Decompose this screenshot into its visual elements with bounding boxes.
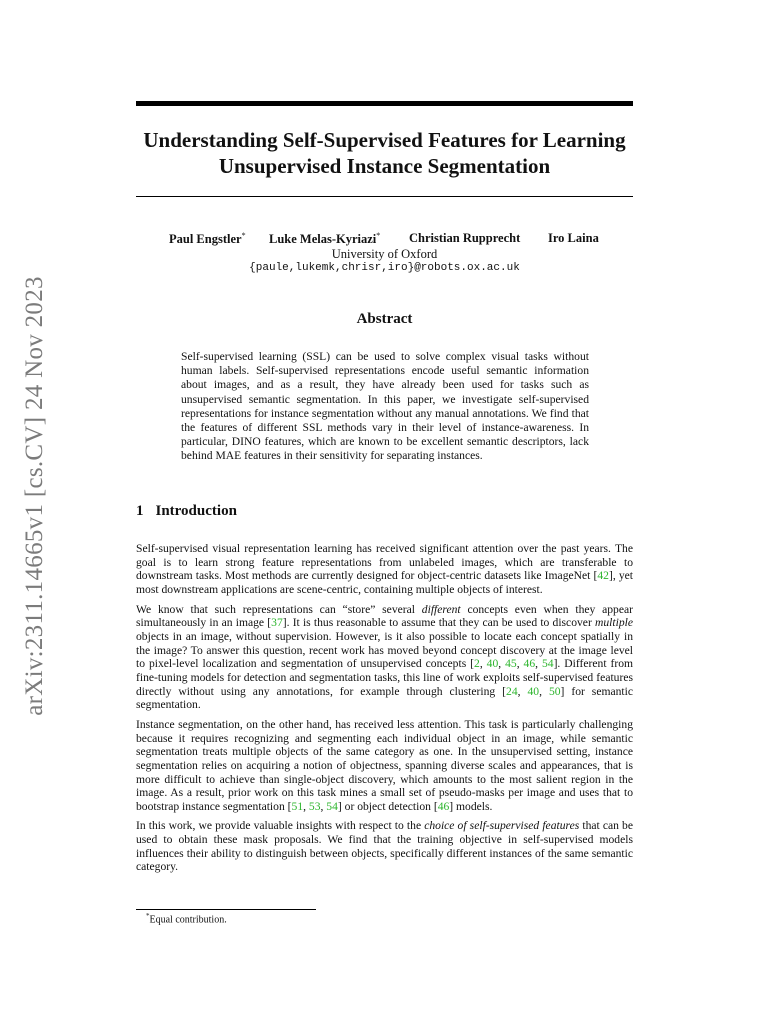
author-name: Luke Melas-Kyriazi <box>269 232 377 247</box>
footnote <box>146 912 227 925</box>
introduction-body <box>136 542 633 880</box>
arxiv-identifier <box>13 266 57 726</box>
citation-link[interactable]: 2 <box>474 657 480 671</box>
text-run: objects in an image, without supervision. However, is it also possible to locate each concept spatially in the image? To answer this question, recent work has moved beyond concept discovery at the image level to pixel-level localization and segmentation of unsupervised concepts [ <box>136 629 633 671</box>
author-2 <box>269 231 380 247</box>
text-run: ], yet most downstream applications are scene-centric, containing multiple objects of interest. <box>136 569 633 596</box>
equal-contribution-mark: * <box>376 231 381 240</box>
paragraph-1 <box>136 542 633 597</box>
arxiv-identifier-text: arXiv:2311.14665v1 [cs.CV] 24 Nov 2023 <box>21 276 48 716</box>
citation-link[interactable]: 54 <box>326 799 338 813</box>
paragraph-3: Instance segmentation, on the other hand, has received less attention. This task is particularly challenging because it requires recognizing and segmenting each individual object in an image, while semantic segmentation treats multiple objects of the same category as one. In the unsupervised setting, instance segmentation relies on acquiring a notion of objectness, spanning diverse scales and appearances, that is more difficult to achieve than single-object discovery, which amounts to the most salient region in the image. As a result, prior work on this task mines a small set of pseudo-masks per image and uses that to bootstrap instance segmentation [51, 53, 54] or object detection [46] models. <box>136 717 633 813</box>
section-title: Introduction <box>155 503 237 519</box>
citation-link[interactable]: 24 <box>506 684 518 698</box>
citation-link[interactable]: 50 <box>548 684 561 698</box>
abstract-text: Self-supervised learning (SSL) can be used to solve complex visual tasks without human labels. Self-supervised representations encode useful semantic information about images, and as a result, they have already been used for tasks such as unsupervised semantic segmentation. In this paper, we investigate self-supervised representations for instance segmentation without any manual annotations. We find that the features of different SSL methods vary in their level of instance-awareness. In particular, DINO features, which are known to be excellent semantic descriptors, lack behind MAE features in their sensitivity for separating instances. <box>181 350 589 463</box>
author-emails: {paule,lukemk,chrisr,iro}@robots.ox.ac.uk <box>249 262 520 274</box>
text-run: In this work, we provide valuable insights with respect to the <box>136 819 425 833</box>
citation-link[interactable]: 51 <box>291 799 304 813</box>
title-bottom-rule <box>136 196 633 197</box>
text-run: ] models. <box>449 799 493 813</box>
author-name: Christian Rupprecht <box>409 231 521 245</box>
text-run: Instance segmentation, on the other hand, has received less attention. This task is particularly challenging because it requires recognizing and segmenting each individual object in an image, while semantic segmentation treats multiple objects of the same category as one. In the unsupervised setting, instance segmentation relies on acquiring a notion of objectness, spanning diverse scales and appearances, that is more difficult to achieve than single-object discovery, which amounts to the most salient region in the image. As a result, prior work on this task mines a small set of pseudo-masks per image and uses that to bootstrap instance segmentation [ <box>136 717 633 813</box>
text-run: that can be used to obtain these mask proposals. We find that the training objective in self-supervised models influences their ability to distinguish between objects, specifically different instances of the same semantic category. <box>136 819 633 874</box>
citation-link[interactable]: 54 <box>541 657 554 671</box>
text-run: ]. Different from fine-tuning models for detection and segmentation tasks, this line of work exploits self-supervised features directly without using any annotations, for example through clustering [ <box>136 657 634 698</box>
citation-link[interactable]: 40 <box>527 684 540 698</box>
citation-link[interactable]: 37 <box>271 616 283 630</box>
author-name: Paul Engstler <box>169 232 242 247</box>
paragraph-2: We know that such representations can “store” several different concepts even when they appear simultaneously in an image [37]. It is thus reasonable to assume that they can be used to discover multiple objects in an image, without supervision. However, is it also possible to locate each concept spatially in the image? To answer this question, recent work has moved beyond concept discovery at the image level to pixel-level localization and segmentation of unsupervised concepts [2, 40, 45, 46, 54]. Different from fine-tuning models for detection and segmentation tasks, this line of work exploits self-supervised features directly without using any annotations, for example through clustering [24, 40, 50] for semantic segmentation. <box>136 602 634 712</box>
emphasis: choice of self-supervised features <box>424 819 580 833</box>
text-run: concepts even when they appear simultaneously in an image [ <box>136 602 634 630</box>
citation-link[interactable]: 46 <box>523 657 536 671</box>
emphasis: multiple <box>595 616 633 630</box>
citation-link[interactable]: 40 <box>486 657 499 671</box>
text-run: Self-supervised visual representation learning has received significant attention over the past years. The goal is to learn strong feature representations from unlabeled images, which are transferable to downstream tasks. Most methods are currently designed for object-centric datasets like ImageNet [ <box>136 542 633 583</box>
text-run: ] for semantic segmentation. <box>136 684 634 712</box>
citation-link[interactable]: 53 <box>308 799 321 813</box>
citation-link[interactable]: 42 <box>597 569 609 583</box>
abstract-heading: Abstract <box>356 311 413 327</box>
author-4 <box>548 231 599 246</box>
paper-title: Understanding Self-Supervised Features for Learning Unsupervised Instance Segmentation <box>143 128 626 178</box>
section-heading <box>136 503 237 520</box>
text-run: We know that such representations can “store” several <box>136 602 422 616</box>
title-top-rule <box>136 101 633 106</box>
author-3 <box>409 231 520 246</box>
emphasis: different <box>421 602 461 616</box>
section-number: 1 <box>136 503 144 519</box>
citation-link[interactable]: 46 <box>437 799 450 813</box>
footnote-rule <box>136 909 316 910</box>
text-run: ]. It is thus reasonable to assume that they can be used to discover <box>282 616 595 630</box>
citation-link[interactable]: 45 <box>505 657 517 671</box>
text-run: ] or object detection [ <box>337 799 438 813</box>
footnote-mark: * <box>146 912 150 920</box>
equal-contribution-mark: * <box>241 231 246 240</box>
paragraph-4 <box>136 819 633 874</box>
affiliation: University of Oxford <box>331 247 438 261</box>
footnote-text: Equal contribution. <box>149 914 227 926</box>
author-name: Iro Laina <box>548 231 599 245</box>
author-1 <box>169 231 246 247</box>
